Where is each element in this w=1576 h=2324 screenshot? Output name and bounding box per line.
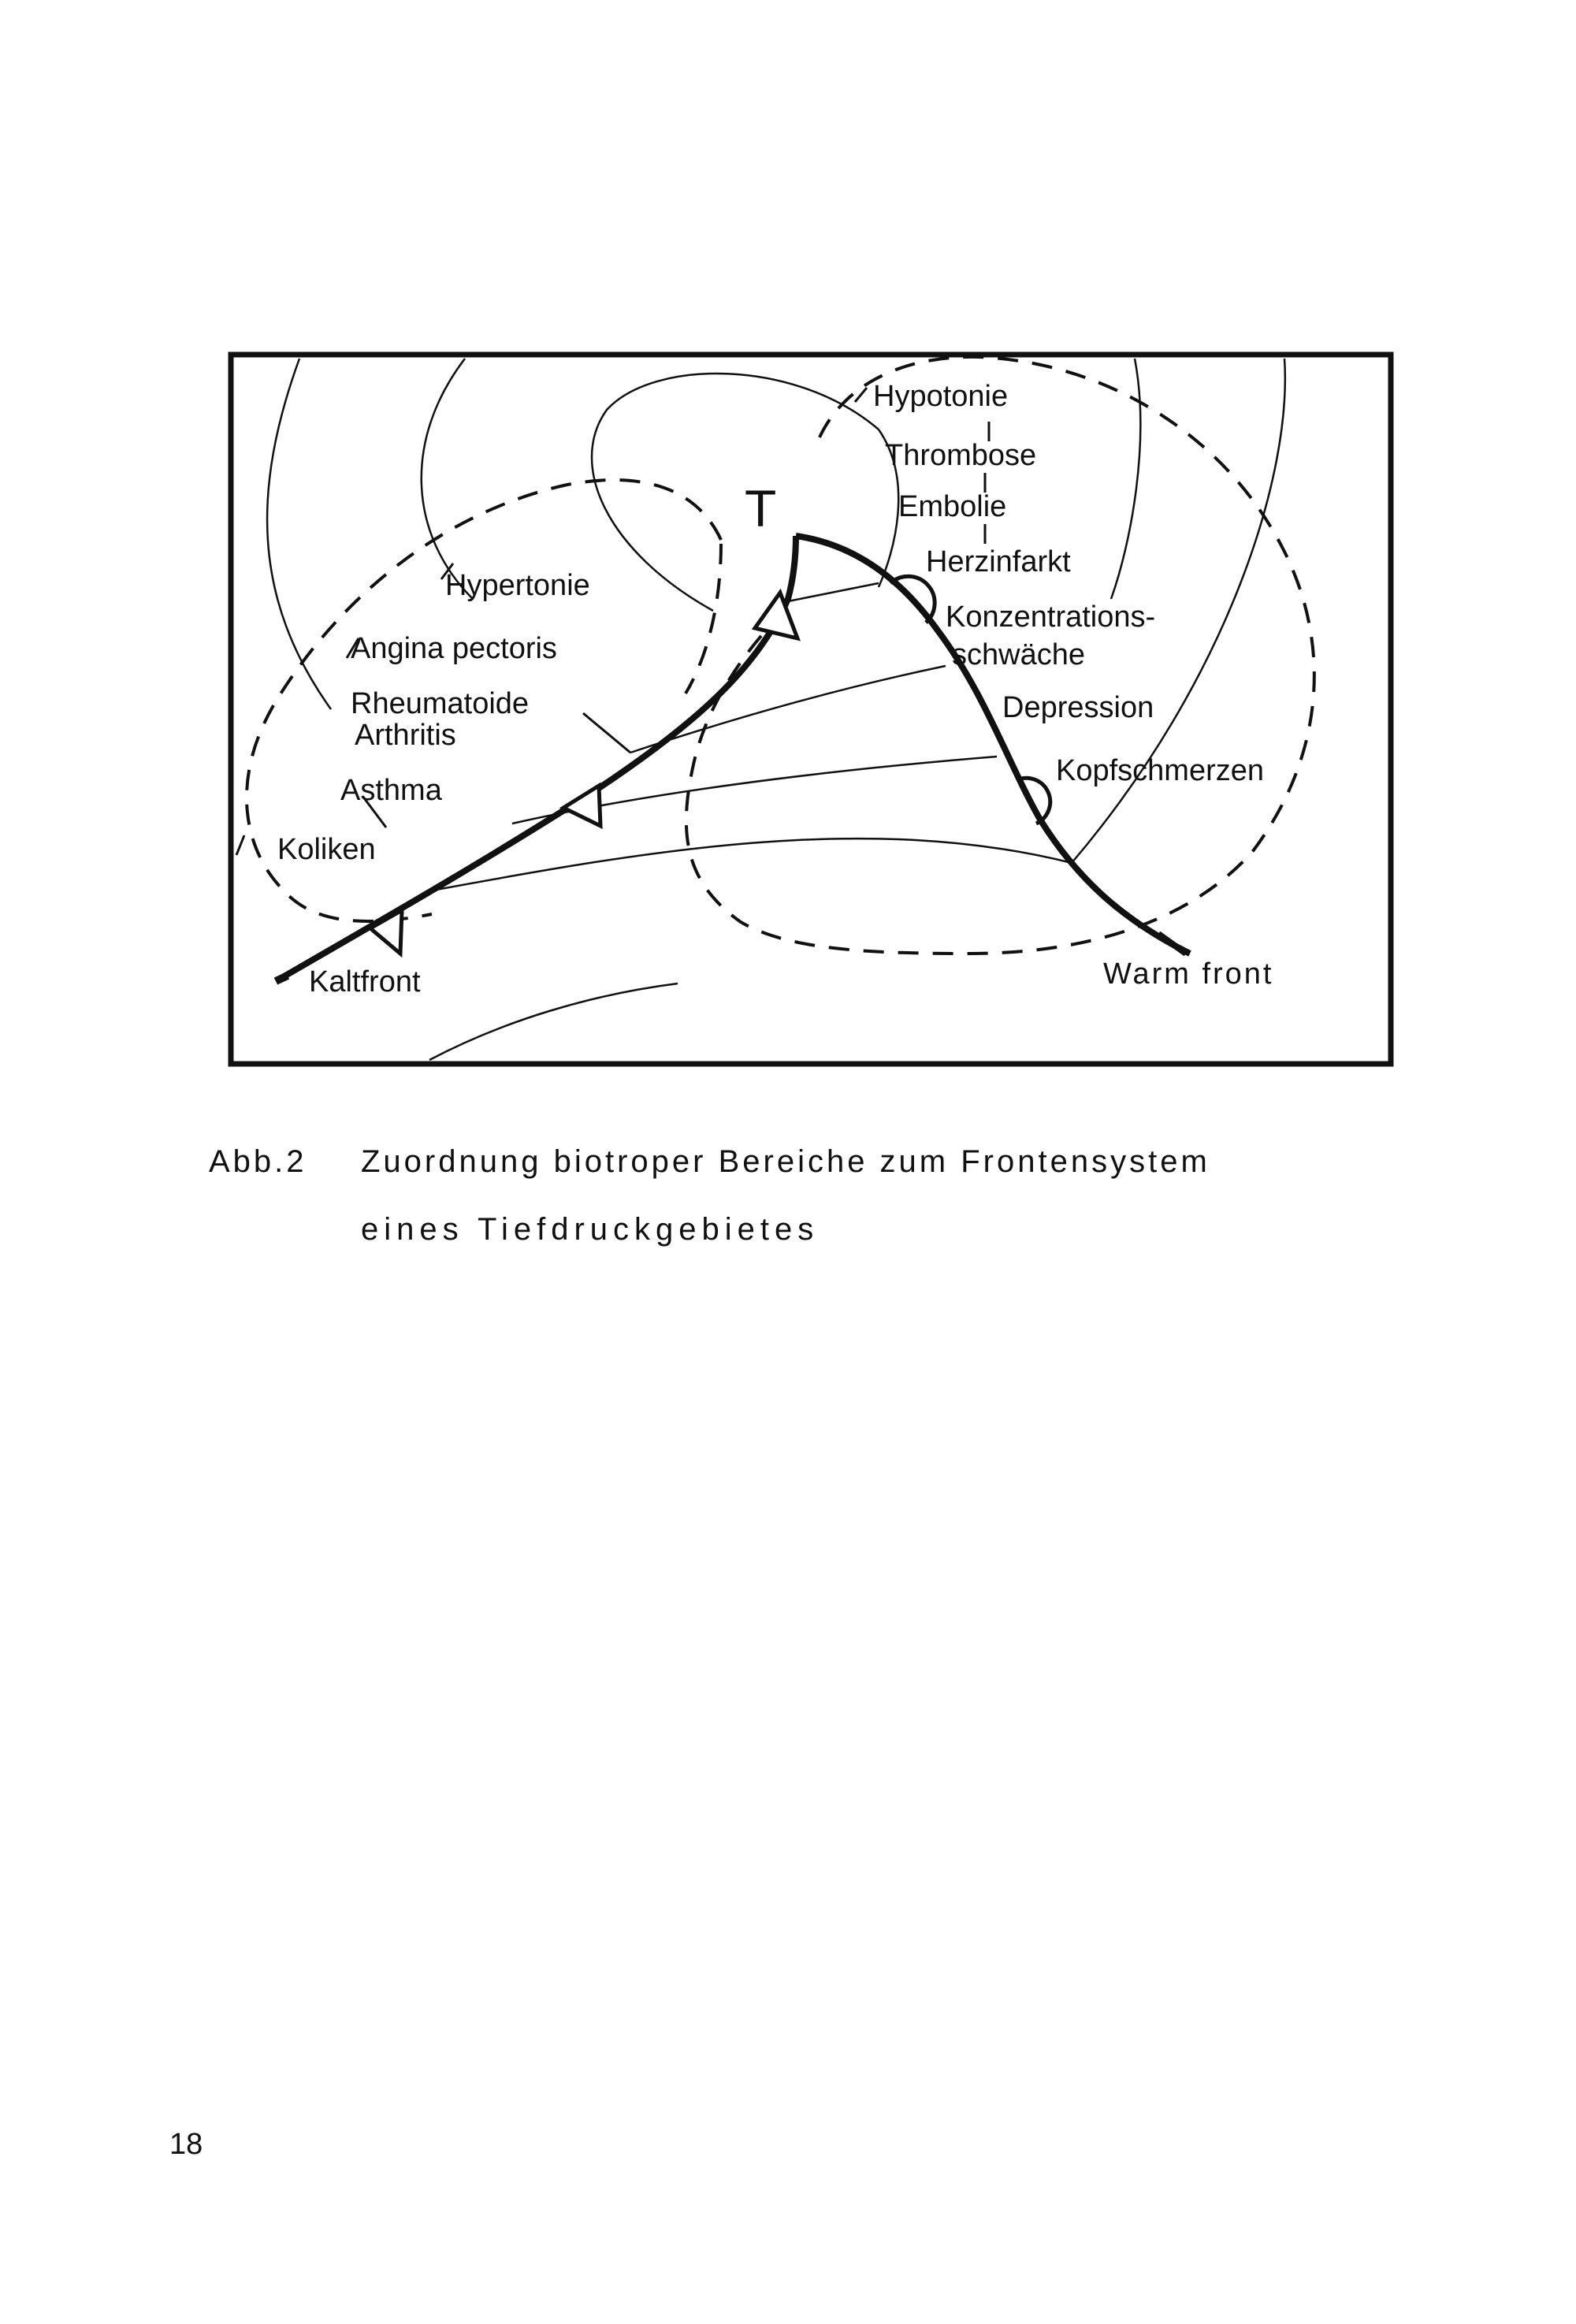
label-schwaeche: schwäche (952, 638, 1085, 671)
label-herzinfarkt: Herzinfarkt (926, 545, 1071, 578)
warm-front-line (796, 536, 1190, 954)
warmfront-end-tick (1158, 934, 1186, 954)
low-pressure-center: T (745, 479, 777, 537)
kaltfront-arrow-stub (276, 976, 288, 981)
weather-front-diagram (0, 0, 1576, 1103)
label-thrombose: Thrombose (885, 439, 1037, 472)
isobar-sector-1 (780, 583, 879, 603)
isobar-sector-4 (432, 838, 1072, 891)
isobar-sector-2 (630, 666, 946, 753)
isobar-bottom (429, 984, 678, 1060)
leader-hypotonie (855, 388, 867, 402)
isobar-right-2 (1111, 359, 1140, 599)
label-asthma: Asthma (340, 774, 442, 807)
figure-caption-line-2: eines Tiefdruckgebietes (361, 1212, 820, 1247)
isobar-left-inner (422, 359, 473, 599)
label-embolie: Embolie (898, 490, 1007, 523)
label-warmfront: Warm front (1103, 957, 1274, 991)
label-rheumatoide: Rheumatoide (351, 687, 530, 720)
label-depression: Depression (1002, 691, 1154, 724)
label-angina-pectoris: Angina pectoris (351, 632, 557, 665)
label-koliken: Koliken (277, 833, 376, 866)
leader-rheumatoide (583, 713, 630, 753)
isobar-low-loop (592, 374, 879, 611)
cold-front-triangle-2 (563, 786, 600, 826)
label-hypotonie: Hypotonie (873, 380, 1009, 413)
label-kaltfront: Kaltfront (309, 965, 421, 998)
label-konzentrations: Konzentrations- (946, 601, 1156, 634)
label-arthritis: Arthritis (355, 719, 456, 752)
figure-caption-line-1: Zuordnung biotroper Bereiche zum Frontensystem (361, 1144, 1210, 1179)
leader-koliken (236, 835, 244, 855)
figure-caption-label: Abb.2 (209, 1144, 307, 1179)
inner-dashed-link (686, 544, 721, 693)
page-number: 18 (169, 2128, 203, 2161)
label-hypertonie: Hypertonie (445, 569, 590, 602)
label-kopfschmerzen: Kopfschmerzen (1056, 754, 1265, 787)
isobar-left-outer (267, 359, 331, 709)
